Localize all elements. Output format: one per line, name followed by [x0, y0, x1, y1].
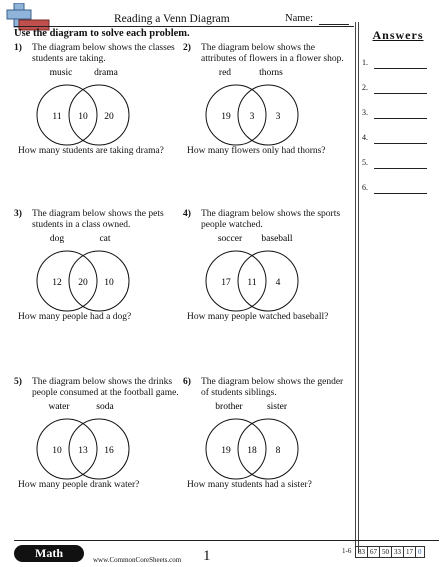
venn-right-label: drama [94, 68, 118, 78]
problem-question: How many people had a dog? [18, 312, 132, 322]
venn-middle-value: 3 [249, 112, 255, 122]
answer-row-3[interactable] [362, 108, 432, 122]
answer-number: 6. [362, 183, 368, 192]
answer-number: 2. [362, 83, 368, 92]
answer-line[interactable] [374, 193, 427, 194]
venn-middle-value: 20 [78, 278, 88, 288]
venn-right-value: 3 [275, 112, 281, 122]
problem-number: 1) [14, 43, 22, 53]
venn-left-value: 17 [221, 278, 231, 288]
answer-row-1[interactable] [362, 58, 432, 72]
problem-number: 3) [14, 209, 22, 219]
venn-left-value: 12 [52, 278, 62, 288]
instructions: Use the diagram to solve each problem. [14, 28, 190, 39]
answer-row-2[interactable] [362, 83, 432, 97]
venn-left-label: brother [215, 402, 243, 412]
answer-number: 1. [362, 58, 368, 67]
venn-left-circle [37, 85, 97, 145]
name-label: Name: [285, 13, 313, 24]
answer-line[interactable] [374, 68, 427, 69]
page-number: 1 [203, 548, 211, 564]
venn-left-circle [206, 419, 266, 479]
venn-right-label: sister [266, 402, 288, 412]
venn-right-value: 20 [104, 112, 114, 122]
website-link[interactable]: www.CommonCoreSheets.com [93, 556, 182, 564]
problem-question: How many flowers only had thorns? [187, 146, 326, 156]
problem-question: How many students are taking drama? [18, 146, 164, 156]
venn-left-label: music [49, 68, 73, 78]
answer-row-5[interactable] [362, 158, 432, 172]
venn-right-value: 8 [275, 446, 281, 456]
name-field-line [319, 24, 349, 25]
venn-right-value: 16 [104, 446, 114, 456]
venn-middle-value: 13 [78, 446, 88, 456]
problem-number: 6) [183, 377, 191, 387]
header-divider [14, 26, 354, 27]
answers-title: Answers [372, 28, 424, 42]
venn-right-circle [238, 85, 298, 145]
problem-number: 4) [183, 209, 191, 219]
problem-number: 5) [14, 377, 22, 387]
problem-range: 1-6 [342, 547, 352, 555]
problem-question: How many students had a sister? [187, 480, 312, 490]
venn-right-label: soda [96, 402, 114, 412]
answer-line[interactable] [374, 168, 427, 169]
score-cell: 67 [368, 546, 380, 558]
score-cell: 33 [392, 546, 404, 558]
problem-text: The diagram below shows the sports people watched. [201, 209, 341, 230]
venn-left-value: 11 [52, 112, 62, 122]
problem-text: The diagram below shows the gender of students siblings. [201, 377, 344, 398]
venn-left-label: dog [49, 234, 65, 244]
answer-number: 5. [362, 158, 368, 167]
venn-middle-value: 18 [247, 446, 257, 456]
problem-text: The diagram below shows the drinks people consumed at the football game. [32, 377, 179, 398]
venn-left-label: red [218, 68, 232, 78]
subject-badge: Math [14, 545, 84, 562]
problem-question: How many people watched baseball? [187, 312, 329, 322]
venn-middle-value: 10 [78, 112, 88, 122]
venn-left-value: 19 [221, 112, 231, 122]
venn-left-value: 10 [52, 446, 62, 456]
venn-right-label: cat [99, 234, 111, 244]
venn-right-value: 10 [104, 278, 114, 288]
answer-line[interactable] [374, 118, 427, 119]
answer-line[interactable] [374, 143, 427, 144]
answer-column-border-inner [358, 22, 359, 553]
answer-row-4[interactable] [362, 133, 432, 147]
answer-line[interactable] [374, 93, 427, 94]
venn-left-circle [206, 251, 266, 311]
problem-text: The diagram below shows the pets students in a class owned. [32, 209, 164, 230]
venn-left-circle [37, 251, 97, 311]
answer-number: 3. [362, 108, 368, 117]
problem-text: The diagram below shows the classes students are taking. [32, 43, 175, 64]
score-cell: 50 [380, 546, 392, 558]
venn-right-label: thorns [259, 68, 283, 78]
venn-left-circle [206, 85, 266, 145]
venn-left-label: soccer [217, 234, 243, 244]
venn-right-value: 4 [275, 278, 281, 288]
venn-left-label: water [48, 402, 70, 412]
venn-left-value: 19 [221, 446, 231, 456]
venn-middle-value: 11 [247, 278, 257, 288]
problem-question: How many people drank water? [18, 480, 140, 490]
score-key [355, 546, 425, 557]
venn-left-circle [37, 419, 97, 479]
answer-row-6[interactable] [362, 183, 432, 197]
footer-divider [14, 540, 439, 541]
venn-right-label: baseball [261, 234, 293, 244]
problem-text: The diagram below shows the attributes of flowers in a flower shop. [201, 43, 344, 64]
problem-number: 2) [183, 43, 191, 53]
score-cell: 83 [355, 546, 368, 558]
worksheet-title: Reading a Venn Diagram [114, 13, 230, 25]
score-cell: 0 [416, 546, 425, 558]
score-cell: 17 [404, 546, 416, 558]
answer-column-border [355, 22, 356, 553]
answer-number: 4. [362, 133, 368, 142]
